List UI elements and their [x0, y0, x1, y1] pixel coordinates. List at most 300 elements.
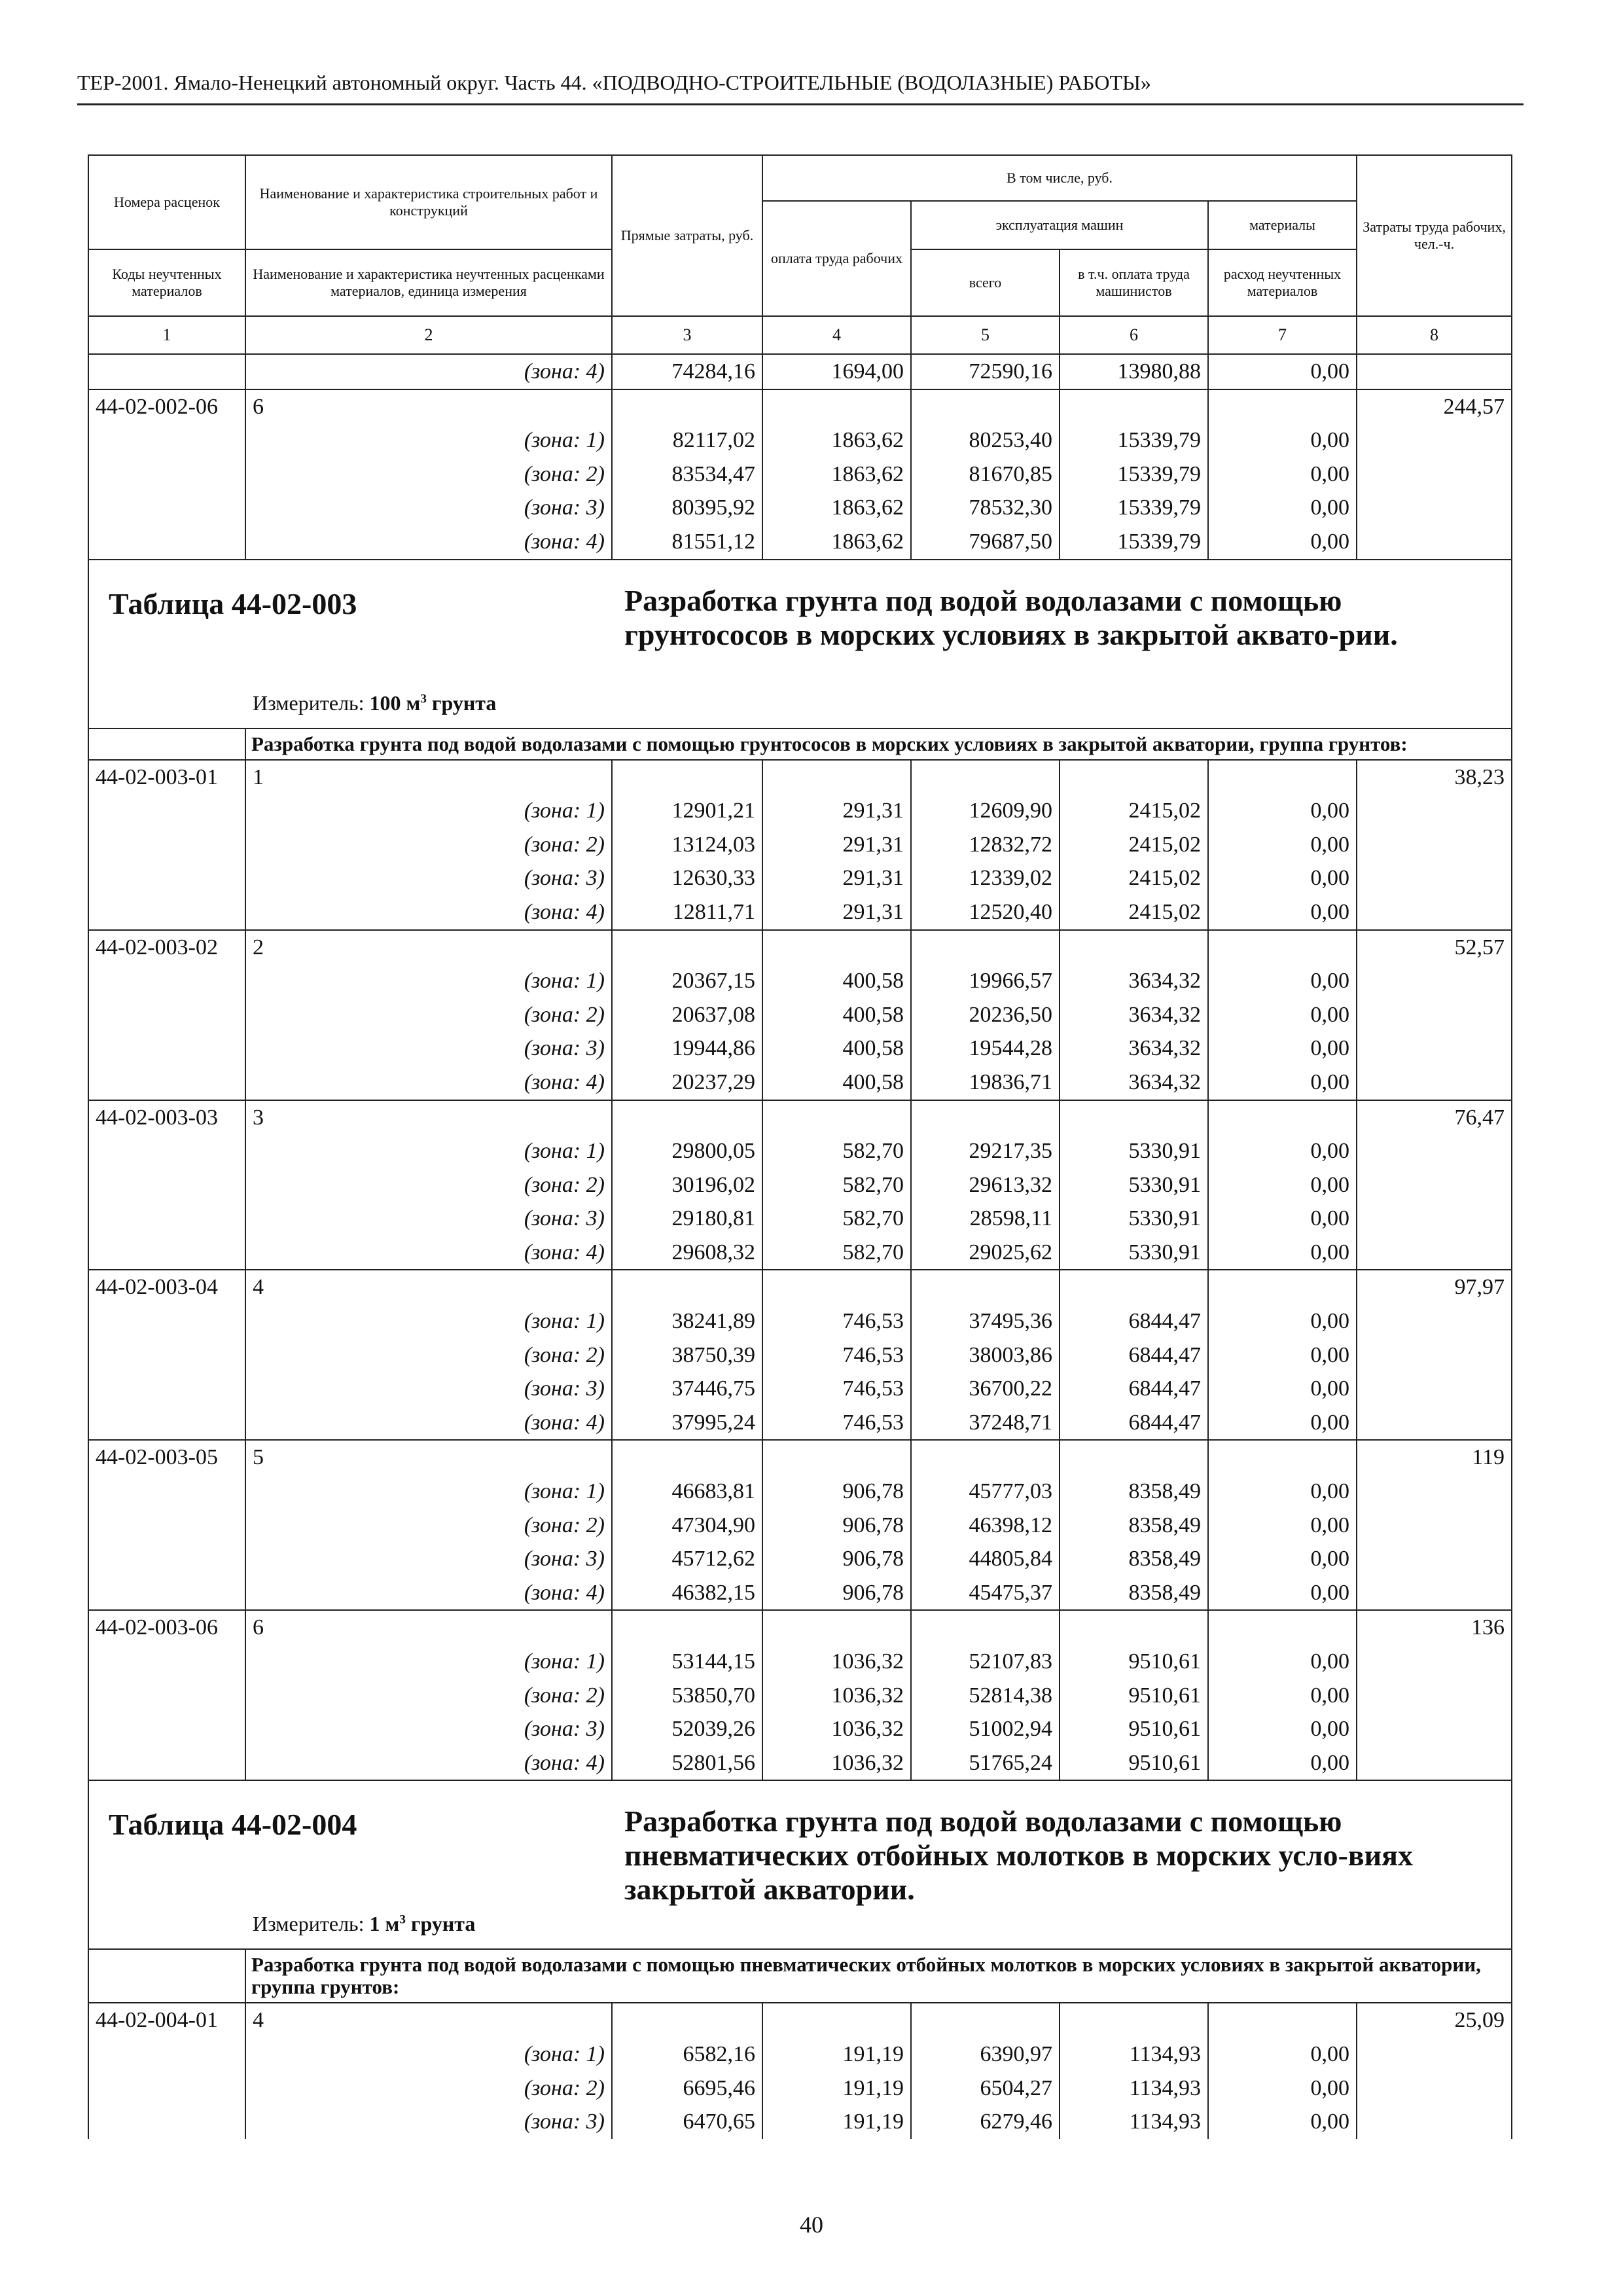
- rate-row: [88, 1270, 1512, 1304]
- empty-cell: [88, 1202, 245, 1236]
- materials-cost: 0,00: [1208, 1338, 1357, 1372]
- wages-cost: 191,19: [762, 2072, 911, 2106]
- rate-row: [88, 1100, 1512, 1135]
- labor-cost: 136: [1357, 1610, 1512, 1645]
- materials-cost: 0,00: [1208, 1202, 1357, 1236]
- zone-label: (зона: 1): [245, 1304, 612, 1338]
- labor-cost: 119: [1357, 1440, 1512, 1475]
- col-number: 4: [762, 316, 911, 354]
- direct-cost: 20237,29: [612, 1066, 762, 1100]
- wages-cost: 291,31: [762, 861, 911, 895]
- materials-cost: 0,00: [1208, 2037, 1357, 2072]
- machinist-cost: 8358,49: [1060, 1509, 1208, 1543]
- empty-cell: [1357, 1134, 1512, 1168]
- wages-cost: 1863,62: [762, 525, 911, 560]
- measure-value: [370, 1912, 476, 1935]
- zone-label: (зона: 3): [245, 1372, 612, 1406]
- zone-label: (зона: 2): [245, 1509, 612, 1543]
- zone-label: (зона: 4): [245, 354, 612, 389]
- machinist-cost: 5330,91: [1060, 1168, 1208, 1202]
- measure-unit: грунта: [431, 691, 497, 715]
- wages-cost: 1036,32: [762, 1645, 911, 1679]
- empty-cell: [88, 794, 245, 828]
- intro-blank: [88, 1949, 245, 2003]
- empty-cell: [1357, 1406, 1512, 1441]
- machine-cost: 45777,03: [911, 1475, 1060, 1509]
- empty-cell: [1357, 2037, 1512, 2072]
- empty-cell: [1060, 2003, 1208, 2037]
- wages-cost: 746,53: [762, 1304, 911, 1338]
- empty-cell: [911, 1270, 1060, 1304]
- empty-cell: [1357, 2105, 1512, 2139]
- machine-cost: 12520,40: [911, 895, 1060, 930]
- zone-label: (зона: 3): [245, 1031, 612, 1066]
- empty-cell: [612, 2003, 762, 2037]
- zone-row: [88, 964, 1512, 998]
- zone-label: (зона: 1): [245, 794, 612, 828]
- materials-cost: 0,00: [1208, 828, 1357, 862]
- rate-code: 44-02-002-06: [88, 389, 245, 424]
- table-intro: Разработка грунта под водой водолазами с помощью пневматических отбойных молотков в морских условиях в закрытой акватории, группа грунтов:: [245, 1949, 1512, 2003]
- empty-cell: [762, 1610, 911, 1645]
- wages-cost: 582,70: [762, 1168, 911, 1202]
- machine-cost: 12832,72: [911, 828, 1060, 862]
- direct-cost: 53144,15: [612, 1645, 762, 1679]
- empty-cell: [1060, 389, 1208, 424]
- empty-cell: [612, 930, 762, 965]
- materials-cost: 0,00: [1208, 525, 1357, 560]
- empty-cell: [1357, 1712, 1512, 1746]
- empty-cell: [1208, 2003, 1357, 2037]
- empty-cell: [1060, 1270, 1208, 1304]
- empty-cell: [612, 389, 762, 424]
- machinist-cost: 2415,02: [1060, 828, 1208, 862]
- zone-label: (зона: 2): [245, 457, 612, 492]
- zone-row: [88, 794, 1512, 828]
- materials-cost: 0,00: [1208, 491, 1357, 525]
- soil-group: 6: [245, 389, 612, 424]
- empty-cell: [88, 2037, 245, 2072]
- col-number: 8: [1357, 316, 1512, 354]
- materials-cost: 0,00: [1208, 1134, 1357, 1168]
- direct-cost: 53850,70: [612, 1679, 762, 1713]
- materials-cost: 0,00: [1208, 1475, 1357, 1509]
- machinist-cost: 9510,61: [1060, 1679, 1208, 1713]
- machinist-cost: 2415,02: [1060, 794, 1208, 828]
- zone-label: (зона: 1): [245, 964, 612, 998]
- wages-cost: 906,78: [762, 1576, 911, 1611]
- direct-cost: 37446,75: [612, 1372, 762, 1406]
- empty-cell: [612, 760, 762, 795]
- direct-cost: 20367,15: [612, 964, 762, 998]
- empty-cell: [88, 1509, 245, 1543]
- measure-value-text: 100 м: [369, 691, 421, 715]
- zone-row: [88, 2105, 1512, 2139]
- empty-cell: [762, 2003, 911, 2037]
- labor-cost: 244,57: [1357, 389, 1512, 424]
- empty-cell: [1208, 1440, 1357, 1475]
- table-title-cell: [88, 1780, 1512, 1949]
- materials-cost: 0,00: [1208, 1712, 1357, 1746]
- wages-cost: 906,78: [762, 1475, 911, 1509]
- rate-row: [88, 760, 1512, 795]
- materials-cost: 0,00: [1208, 1509, 1357, 1543]
- zone-row: [88, 457, 1512, 492]
- rate-row: [88, 2003, 1512, 2037]
- direct-cost: 47304,90: [612, 1509, 762, 1543]
- empty-cell: [612, 1100, 762, 1135]
- machinist-cost: 15339,79: [1060, 491, 1208, 525]
- machine-cost: 6504,27: [911, 2072, 1060, 2106]
- direct-cost: 13124,03: [612, 828, 762, 862]
- measure: [253, 1912, 475, 1936]
- empty-cell: [1357, 525, 1512, 560]
- empty-cell: [1357, 1304, 1512, 1338]
- wages-cost: 1863,62: [762, 491, 911, 525]
- empty-cell: [88, 354, 245, 389]
- empty-cell: [762, 930, 911, 965]
- zone-label: (зона: 1): [245, 1645, 612, 1679]
- empty-cell: [88, 828, 245, 862]
- zone-row: [88, 1066, 1512, 1100]
- zone-label: (зона: 1): [245, 2037, 612, 2072]
- machinist-cost: 1134,93: [1060, 2105, 1208, 2139]
- direct-cost: 52039,26: [612, 1712, 762, 1746]
- empty-cell: [1208, 1610, 1357, 1645]
- direct-cost: 19944,86: [612, 1031, 762, 1066]
- materials-cost: 0,00: [1208, 1066, 1357, 1100]
- empty-cell: [1357, 1645, 1512, 1679]
- soil-group: 4: [245, 1270, 612, 1304]
- wages-cost: 1036,32: [762, 1746, 911, 1781]
- table-number: Таблица 44-02-004: [109, 1808, 357, 1842]
- machinist-cost: 8358,49: [1060, 1475, 1208, 1509]
- machine-cost: 38003,86: [911, 1338, 1060, 1372]
- col-including: В том числе, руб.: [762, 155, 1357, 201]
- machinist-cost: 15339,79: [1060, 423, 1208, 457]
- wages-cost: 191,19: [762, 2037, 911, 2072]
- empty-cell: [88, 998, 245, 1032]
- empty-cell: [88, 2105, 245, 2139]
- col-number: 3: [612, 316, 762, 354]
- rate-code: 44-02-003-06: [88, 1610, 245, 1645]
- rate-row: [88, 930, 1512, 965]
- soil-group: 1: [245, 760, 612, 795]
- machinist-cost: 5330,91: [1060, 1202, 1208, 1236]
- measure-unit: грунта: [410, 1912, 476, 1936]
- empty-cell: [1357, 2072, 1512, 2106]
- machinist-cost: 2415,02: [1060, 895, 1208, 930]
- materials-cost: 0,00: [1208, 794, 1357, 828]
- empty-cell: [88, 1406, 245, 1441]
- empty-cell: [88, 2072, 245, 2106]
- empty-cell: [1357, 423, 1512, 457]
- zone-row: [88, 998, 1512, 1032]
- machine-cost: 52814,38: [911, 1679, 1060, 1713]
- empty-cell: [1357, 1202, 1512, 1236]
- zone-row: [88, 2037, 1512, 2072]
- empty-cell: [762, 1440, 911, 1475]
- table-number: Таблица 44-02-003: [109, 586, 357, 620]
- machine-cost: 29217,35: [911, 1134, 1060, 1168]
- machinist-cost: 3634,32: [1060, 1066, 1208, 1100]
- materials-cost: 0,00: [1208, 1168, 1357, 1202]
- zone-label: (зона: 2): [245, 1168, 612, 1202]
- empty-cell: [1060, 1610, 1208, 1645]
- empty-cell: [88, 964, 245, 998]
- empty-cell: [88, 1542, 245, 1576]
- zone-label: (зона: 1): [245, 423, 612, 457]
- zone-row: [88, 354, 1512, 389]
- zone-label: (зона: 3): [245, 491, 612, 525]
- zone-row: [88, 1202, 1512, 1236]
- wages-cost: 1694,00: [762, 354, 911, 389]
- machine-cost: 29613,32: [911, 1168, 1060, 1202]
- empty-cell: [762, 1270, 911, 1304]
- empty-cell: [762, 389, 911, 424]
- empty-cell: [911, 930, 1060, 965]
- machinist-cost: 6844,47: [1060, 1406, 1208, 1441]
- rate-row: [88, 1440, 1512, 1475]
- machinist-cost: 3634,32: [1060, 998, 1208, 1032]
- wages-cost: 291,31: [762, 895, 911, 930]
- empty-cell: [88, 1746, 245, 1781]
- empty-cell: [1357, 998, 1512, 1032]
- machinist-cost: 6844,47: [1060, 1372, 1208, 1406]
- zone-row: [88, 1338, 1512, 1372]
- direct-cost: 29800,05: [612, 1134, 762, 1168]
- direct-cost: 12630,33: [612, 861, 762, 895]
- empty-cell: [1357, 491, 1512, 525]
- machinist-cost: 3634,32: [1060, 1031, 1208, 1066]
- direct-cost: 46683,81: [612, 1475, 762, 1509]
- zone-label: (зона: 3): [245, 1712, 612, 1746]
- empty-cell: [1357, 895, 1512, 930]
- machine-cost: 19544,28: [911, 1031, 1060, 1066]
- materials-cost: 0,00: [1208, 964, 1357, 998]
- zone-row: [88, 1746, 1512, 1781]
- empty-cell: [88, 1576, 245, 1611]
- empty-cell: [1357, 1372, 1512, 1406]
- running-header: ТЕР-2001. Ямало-Ненецкий автономный округ. Часть 44. «ПОДВОДНО-СТРОИТЕЛЬНЫЕ (ВОДОЛАЗНЫЕ) РАБОТЫ»: [77, 71, 1151, 94]
- col-work-name: Наименование и характеристика строительных работ и конструкций: [245, 155, 612, 249]
- materials-cost: 0,00: [1208, 423, 1357, 457]
- table-title-row: [88, 560, 1512, 728]
- machine-cost: 78532,30: [911, 491, 1060, 525]
- zone-label: (зона: 2): [245, 2072, 612, 2106]
- wages-cost: 746,53: [762, 1338, 911, 1372]
- materials-cost: 0,00: [1208, 1406, 1357, 1441]
- zone-row: [88, 861, 1512, 895]
- wages-cost: 400,58: [762, 964, 911, 998]
- wages-cost: 400,58: [762, 1031, 911, 1066]
- table-body: [88, 354, 1512, 2139]
- zone-row: [88, 423, 1512, 457]
- empty-cell: [88, 525, 245, 560]
- wages-cost: 746,53: [762, 1372, 911, 1406]
- empty-cell: [1357, 794, 1512, 828]
- zone-row: [88, 1712, 1512, 1746]
- machinist-cost: 5330,91: [1060, 1236, 1208, 1270]
- machine-cost: 37495,36: [911, 1304, 1060, 1338]
- wages-cost: 582,70: [762, 1134, 911, 1168]
- table-intro-row: [88, 728, 1512, 760]
- empty-cell: [88, 423, 245, 457]
- soil-group: 5: [245, 1440, 612, 1475]
- table-header: [88, 155, 1512, 354]
- zone-row: [88, 1475, 1512, 1509]
- table-title-cell: [88, 560, 1512, 728]
- materials-cost: 0,00: [1208, 1746, 1357, 1781]
- direct-cost: 6695,46: [612, 2072, 762, 2106]
- wages-cost: 1036,32: [762, 1712, 911, 1746]
- empty-cell: [1060, 1100, 1208, 1135]
- machinist-cost: 9510,61: [1060, 1645, 1208, 1679]
- zone-row: [88, 525, 1512, 560]
- empty-cell: [762, 760, 911, 795]
- header-rule: [77, 103, 1524, 105]
- empty-cell: [88, 1168, 245, 1202]
- direct-cost: 6470,65: [612, 2105, 762, 2139]
- zone-row: [88, 1168, 1512, 1202]
- table-intro: Разработка грунта под водой водолазами с помощью грунтососов в морских условиях в закрытой акватории, группа грунтов:: [245, 728, 1512, 760]
- machine-cost: 12339,02: [911, 861, 1060, 895]
- labor-cost: 76,47: [1357, 1100, 1512, 1135]
- empty-cell: [1208, 760, 1357, 795]
- direct-cost: 83534,47: [612, 457, 762, 492]
- direct-cost: 45712,62: [612, 1542, 762, 1576]
- empty-cell: [911, 1610, 1060, 1645]
- col-total: всего: [911, 249, 1060, 316]
- empty-cell: [88, 861, 245, 895]
- measure: [253, 691, 496, 715]
- machine-cost: 72590,16: [911, 354, 1060, 389]
- wages-cost: 291,31: [762, 794, 911, 828]
- direct-cost: 74284,16: [612, 354, 762, 389]
- empty-cell: [1357, 1338, 1512, 1372]
- direct-cost: 12901,21: [612, 794, 762, 828]
- machine-cost: 6279,46: [911, 2105, 1060, 2139]
- wages-cost: 291,31: [762, 828, 911, 862]
- zone-label: (зона: 4): [245, 895, 612, 930]
- machine-cost: 6390,97: [911, 2037, 1060, 2072]
- rates-table: [88, 154, 1512, 2139]
- machine-cost: 20236,50: [911, 998, 1060, 1032]
- col-number: 5: [911, 316, 1060, 354]
- zone-row: [88, 1576, 1512, 1611]
- direct-cost: 6582,16: [612, 2037, 762, 2072]
- machine-cost: 19966,57: [911, 964, 1060, 998]
- empty-cell: [1357, 1066, 1512, 1100]
- zone-label: (зона: 4): [245, 1066, 612, 1100]
- zone-label: (зона: 4): [245, 525, 612, 560]
- direct-cost: 81551,12: [612, 525, 762, 560]
- machine-cost: 79687,50: [911, 525, 1060, 560]
- wages-cost: 400,58: [762, 998, 911, 1032]
- empty-cell: [911, 1440, 1060, 1475]
- zone-row: [88, 491, 1512, 525]
- machine-cost: 51002,94: [911, 1712, 1060, 1746]
- wages-cost: 582,70: [762, 1236, 911, 1270]
- labor-cost: 25,09: [1357, 2003, 1512, 2037]
- empty-cell: [612, 1440, 762, 1475]
- zone-row: [88, 1542, 1512, 1576]
- empty-cell: [1357, 457, 1512, 492]
- direct-cost: 46382,15: [612, 1576, 762, 1611]
- zone-label: (зона: 2): [245, 828, 612, 862]
- machine-cost: 19836,71: [911, 1066, 1060, 1100]
- materials-cost: 0,00: [1208, 457, 1357, 492]
- col-material-codes: Коды неучтенных материалов: [88, 249, 245, 316]
- empty-cell: [612, 1270, 762, 1304]
- empty-cell: [88, 1645, 245, 1679]
- empty-cell: [1357, 1236, 1512, 1270]
- direct-cost: 80395,92: [612, 491, 762, 525]
- zone-label: (зона: 3): [245, 1202, 612, 1236]
- machinist-cost: 1134,93: [1060, 2037, 1208, 2072]
- wages-cost: 582,70: [762, 1202, 911, 1236]
- zone-label: (зона: 4): [245, 1236, 612, 1270]
- direct-cost: 38241,89: [612, 1304, 762, 1338]
- wages-cost: 906,78: [762, 1542, 911, 1576]
- empty-cell: [1060, 930, 1208, 965]
- empty-cell: [88, 1031, 245, 1066]
- empty-cell: [911, 760, 1060, 795]
- empty-cell: [88, 1372, 245, 1406]
- machinist-cost: 6844,47: [1060, 1338, 1208, 1372]
- zone-row: [88, 1236, 1512, 1270]
- col-number: 1: [88, 316, 245, 354]
- machine-cost: 51765,24: [911, 1746, 1060, 1781]
- machinist-cost: 13980,88: [1060, 354, 1208, 389]
- col-number: 6: [1060, 316, 1208, 354]
- soil-group: 4: [245, 2003, 612, 2037]
- zone-label: (зона: 4): [245, 1576, 612, 1611]
- direct-cost: 38750,39: [612, 1338, 762, 1372]
- zone-row: [88, 1645, 1512, 1679]
- empty-cell: [1060, 760, 1208, 795]
- soil-group: 3: [245, 1100, 612, 1135]
- machinist-cost: 3634,32: [1060, 964, 1208, 998]
- empty-cell: [88, 1134, 245, 1168]
- intro-blank: [88, 728, 245, 760]
- empty-cell: [1357, 1746, 1512, 1781]
- col-number: 2: [245, 316, 612, 354]
- wages-cost: 746,53: [762, 1406, 911, 1441]
- measure-sup: 3: [420, 691, 427, 706]
- zone-row: [88, 2072, 1512, 2106]
- empty-cell: [88, 1066, 245, 1100]
- machine-cost: 52107,83: [911, 1645, 1060, 1679]
- measure-value-text: 1 м: [369, 1912, 400, 1936]
- labor-cost: 97,97: [1357, 1270, 1512, 1304]
- direct-cost: 29608,32: [612, 1236, 762, 1270]
- labor-cost: 52,57: [1357, 930, 1512, 965]
- wages-cost: 1863,62: [762, 423, 911, 457]
- machine-cost: 80253,40: [911, 423, 1060, 457]
- machinist-cost: 6844,47: [1060, 1304, 1208, 1338]
- empty-cell: [88, 895, 245, 930]
- wages-cost: 191,19: [762, 2105, 911, 2139]
- col-machine-ops: эксплуатация машин: [911, 201, 1208, 249]
- materials-cost: 0,00: [1208, 1645, 1357, 1679]
- machinist-cost: 9510,61: [1060, 1712, 1208, 1746]
- empty-cell: [1357, 1679, 1512, 1713]
- machinist-cost: 8358,49: [1060, 1576, 1208, 1611]
- materials-cost: 0,00: [1208, 1031, 1357, 1066]
- col-material-name: Наименование и характеристика неучтенных расценками материалов, единица измерения: [245, 249, 612, 316]
- rate-code: 44-02-004-01: [88, 2003, 245, 2037]
